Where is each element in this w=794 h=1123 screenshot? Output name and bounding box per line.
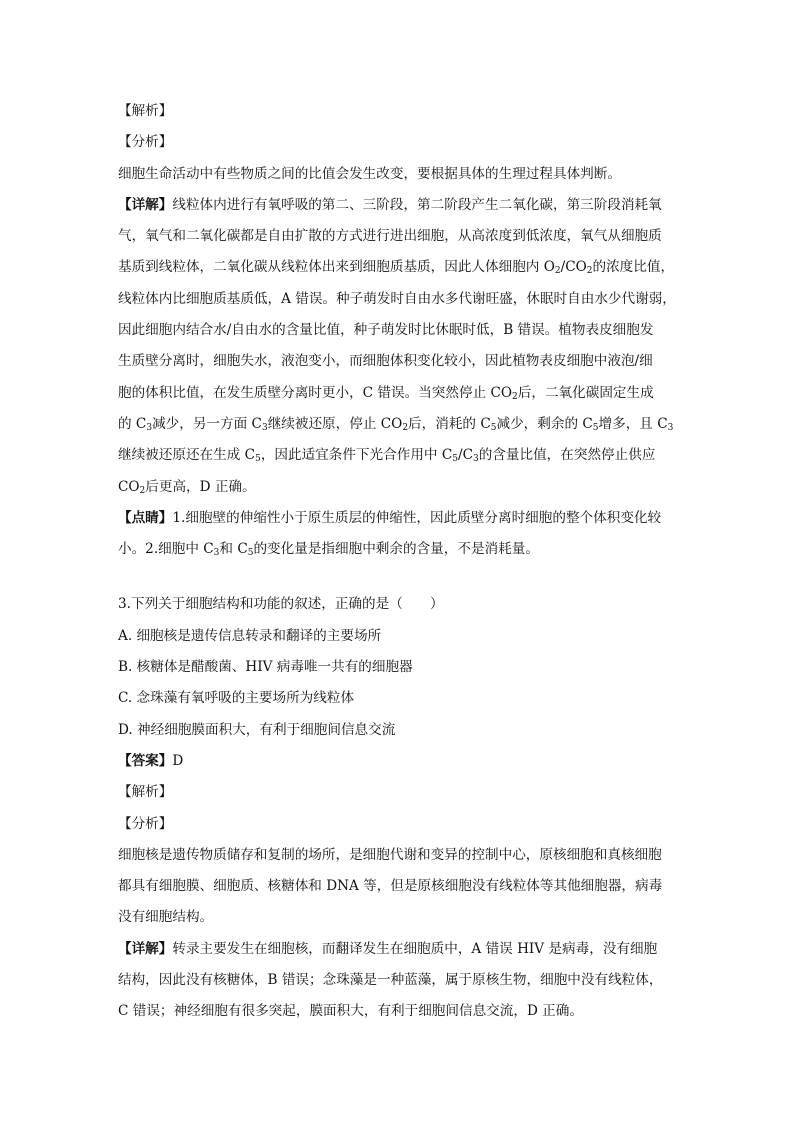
xiangjie2-line-3: C 错误；神经细胞有很多突起，膜面积大，有利于细胞间信息交流，D 正确。 [118, 1003, 583, 1020]
spacer [118, 565, 684, 589]
document-page [118, 96, 684, 1028]
dianjing-tag: 【点睛】 [118, 509, 173, 526]
option-c: C. 念珠藻有氧呼吸的主要场所为线粒体 [118, 690, 355, 707]
option-d: D. 神经细胞膜面积大，有利于细胞间信息交流 [118, 721, 396, 738]
option-b: B. 核糖体是醋酸菌、HIV 病毒唯一共有的细胞器 [118, 659, 413, 676]
xiangjie2-line-1: 【详解】转录主要发生在细胞核，而翻译发生在细胞质中，A 错误 HIV 是病毒，没有细胞 [118, 940, 658, 957]
option-a: A. 细胞核是遗传信息转录和翻译的主要场所 [118, 627, 382, 644]
section-fenxi: 【分析】 [118, 134, 173, 151]
fenxi2-line-1: 细胞核是遗传物质储存和复制的场所，是细胞代谢和变异的控制中心，原核细胞和真核细胞 [118, 846, 662, 863]
xiangjie-line-4: 线粒体内比细胞质基质低，A 错误。种子萌发时自由水多代谢旺盛，休眠时自由水少代谢弱， [118, 290, 676, 307]
question-3-stem: 3.下列关于细胞结构和功能的叙述，正确的是（ ） [118, 596, 444, 613]
xiangjie-line-8: 的 $C_3$减少，另一方面 $C_3$继续被还原，停止 $CO_2$后，消耗的 $C_5$减少，剩余的 $C_5$增多，且 $C_3$ [118, 415, 674, 433]
dianjing-line-2: 小。2.细胞中 $C_3$和 $C_5$的变化量是指细胞中剩余的含量，不是消耗量。 [118, 541, 539, 559]
xiangjie-line-3: 基质到线粒体，二氧化碳从线粒体出来到细胞质基质，因此人体细胞内 $O_2/CO_2$的浓度比值， [118, 259, 675, 277]
xiangjie-line-1: 【详解】线粒体内进行有氧呼吸的第二、三阶段，第二阶段产生二氧化碳，第三阶段消耗氧 [118, 196, 662, 213]
xiangjie2-line-2: 结构，因此没有核糖体，B 错误；念珠藻是一种蓝藻，属于原核生物，细胞中没有线粒体， [118, 972, 663, 989]
xiangjie-line-10: $CO_2$后更高，D 正确。 [118, 478, 256, 496]
fenxi-text: 细胞生命活动中有些物质之间的比值会发生改变，要根据具体的生理过程具体判断。 [118, 165, 621, 182]
answer-line [118, 746, 684, 777]
section-jiexi-2: 【解析】 [118, 784, 173, 801]
section-jiexi: 【解析】 [118, 103, 173, 119]
section-fenxi-2: 【分析】 [118, 815, 173, 832]
fenxi2-line-2: 都具有细胞膜、细胞质、核糖体和 DNA 等，但是原核细胞没有线粒体等其他细胞器，病毒 [118, 878, 663, 895]
xiangjie-line-7: 胞的体积比值，在发生质壁分离时更小，C 错误。当突然停止 $CO_2$后，二氧化碳固定生成 [118, 384, 654, 402]
xiangjie-tag-2: 【详解】 [118, 940, 173, 957]
fenxi2-line-3: 没有细胞结构。 [118, 909, 214, 926]
answer-tag: 【答案】 [118, 752, 173, 769]
xiangjie-line-9: 继续被还原还在生成 $C_5$，因此适宜条件下光合作用中 $C_5/C_3$的含量比值，在突然停止供应 [118, 447, 656, 465]
xiangjie-line-2: 气，氧气和二氧化碳都是自由扩散的方式进行进出细胞，从高浓度到低浓度，氧气从细胞质 [118, 228, 662, 245]
xiangjie-tag: 【详解】 [118, 196, 173, 213]
xiangjie-line-6: 生质壁分离时，细胞失水，液泡变小，而细胞体积变化较小，因此植物表皮细胞中液泡/细 [118, 353, 653, 370]
answer-value: D [172, 752, 184, 769]
dianjing-line-1: 【点睛】1.细胞壁的伸缩性小于原生质层的伸缩性，因此质壁分离时细胞的整个体积变化较 [118, 509, 662, 526]
xiangjie-line-5: 因此细胞内结合水/自由水的含量比值，种子萌发时比休眠时低，B 错误。植物表皮细胞发 [118, 322, 654, 339]
